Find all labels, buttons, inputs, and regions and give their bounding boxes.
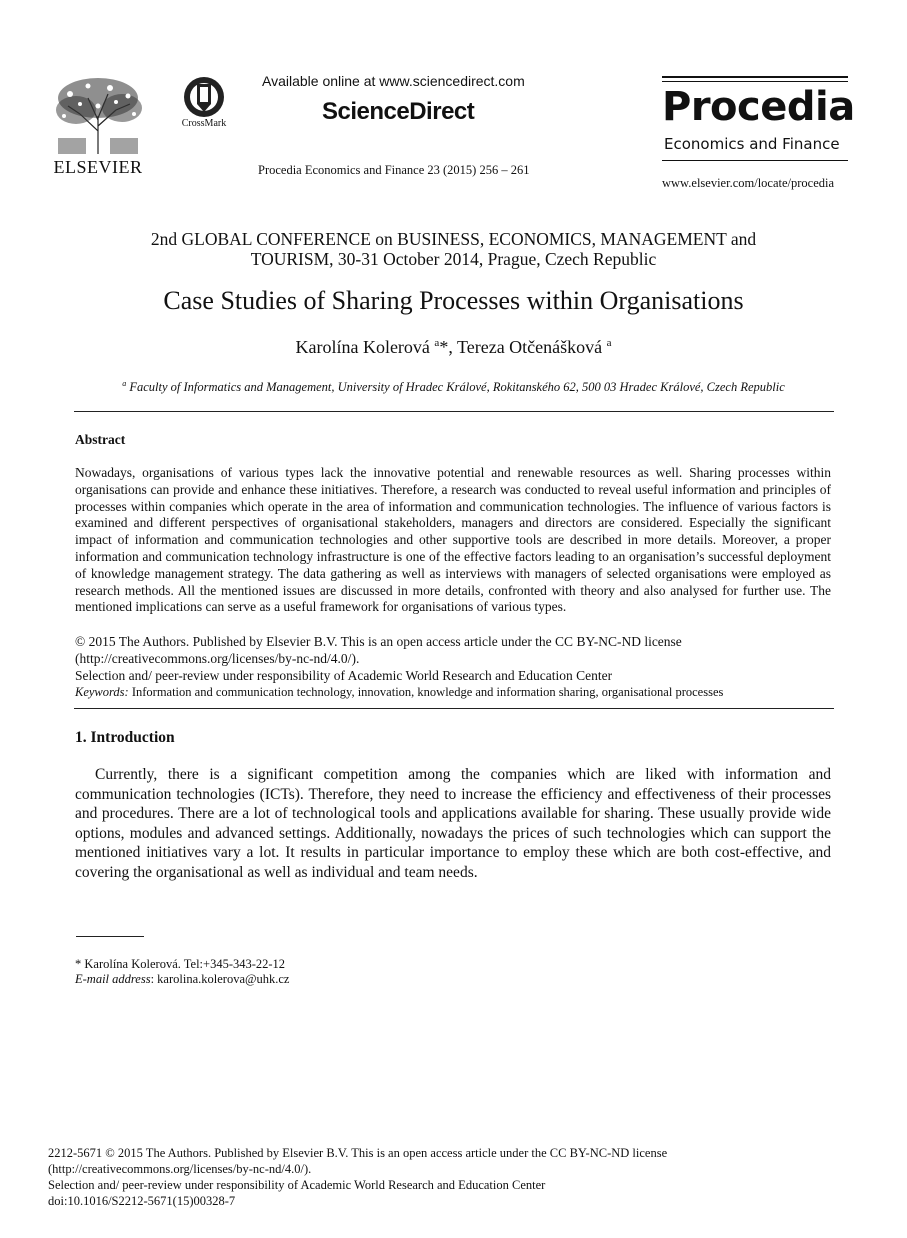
available-online-text: Available online at www.sciencedirect.com [262, 73, 525, 89]
keywords-text: Information and communication technology, innovation, knowledge and information sharing, organisational processes [128, 685, 724, 699]
copyright-notice: © 2015 The Authors. Published by Elsevier B.V. This is an open access article under the CC BY-NC-ND license [75, 634, 682, 649]
procedia-logo-subtitle: Economics and Finance [664, 135, 840, 153]
affiliation [60, 379, 847, 395]
license-link[interactable]: http://creativecommons.org/licenses/by-nc-nd/4.0/ [79, 651, 352, 666]
procedia-rule [662, 81, 848, 82]
introduction-paragraph: Currently, there is a significant competition among the companies which are liked with information and communication technologies (ICTs). Therefore, they need to increase the efficiency and effectiveness of their processes and procedures. There are a lot of technological tools and applications available for sharing. These usually provide wide options, modules and advanced settings. Additionally, nowadays the prices of such technologies which can support the mentioned initiatives vary a lot. It results in particular importance to employ these which are both cost-effective, and covering the organisational as well as individual and team needs. [75, 766, 831, 881]
email-address[interactable]: : karolina.kolerova@uhk.cz [150, 972, 290, 986]
procedia-rule [662, 160, 848, 161]
procedia-url-link[interactable]: www.elsevier.com/locate/procedia [662, 176, 835, 190]
journal-reference: Procedia Economics and Finance 23 (2015) 256 – 261 [258, 163, 530, 177]
abstract-heading: Abstract [75, 432, 126, 447]
footnote-divider [76, 936, 144, 937]
footer-license-link[interactable]: http://creativecommons.org/licenses/by-nc-nd/4.0/ [52, 1162, 304, 1176]
doi[interactable]: doi:10.1016/S2212-5671(15)00328-7 [48, 1194, 236, 1208]
sciencedirect-logo[interactable]: ScienceDirect [322, 98, 475, 125]
issn-copyright: 2212-5671 © 2015 The Authors. Published by Elsevier B.V. This is an open access article under the CC BY-NC-ND license [48, 1146, 668, 1160]
conference-line-2: TOURISM, 30-31 October 2014, Prague, Czech Republic [250, 249, 657, 269]
affiliation-marker: a [434, 337, 440, 349]
crossmark-label: CrossMark [181, 118, 227, 129]
publication-footer [48, 1145, 848, 1209]
section-heading-introduction: 1. Introduction [75, 729, 175, 746]
keywords-label: Keywords: [75, 685, 129, 699]
paren-close: ). [303, 1162, 312, 1176]
procedia-rule [662, 76, 848, 78]
paper-title: Case Studies of Sharing Processes within Organisations [163, 286, 744, 315]
elsevier-wordmark: ELSEVIER [53, 157, 143, 177]
keywords [75, 685, 831, 700]
affiliation-marker: a [606, 337, 612, 349]
abstract-body: Nowadays, organisations of various types lack the innovative potential and renewable resources as well. Sharing processes within organisations can provide and enhance these initiatives. Therefore, a research was conducted to reveal useful information and principles of processes within companies which operate in the area of information and communication technologies. The influence of various factors is examined and different perspectives of organisational stakeholders, managers and directors are considered. Especially the significant impact of information and communication technologies and other supportive tools are described in more details. Moreover, a proper information and communication technology infrastructure is one of the effective factors leading to an organisation’s successful deployment of knowledge management strategy. The data gathering as well as interviews with managers of selected organisations were employed as research methods. All the mentioned issues are discussed in more details, confronted with theory and also analysed for further use. The mentioned implications can serve as a useful framework for organisations of various types. [75, 465, 831, 615]
paren-close: ). [351, 651, 360, 666]
author-list [60, 337, 847, 358]
footnote-corresponding-author: * Karolína Kolerová. Tel:+345-343-22-12 [75, 957, 286, 971]
affiliation-text: Faculty of Informatics and Management, University of Hradec Králové, Rokitanského 62, 500 03 Hradec Králové, Czech Republic [126, 380, 785, 395]
paren-open: ( [48, 1162, 53, 1176]
conference-name [90, 229, 817, 269]
peer-review-notice: Selection and/ peer-review under responsibility of Academic World Research and Education Center [75, 668, 613, 683]
email-label: E-mail address [75, 972, 151, 986]
divider [74, 411, 834, 412]
author-name: *, Tereza Otčenášková [439, 337, 607, 357]
footnote-email [75, 972, 289, 987]
license-link-line [75, 651, 359, 667]
author-name: Karolína Kolerová [295, 337, 435, 357]
footer-peer-review: Selection and/ peer-review under responsibility of Academic World Research and Education Center [48, 1178, 546, 1192]
paren-open: ( [75, 651, 80, 666]
divider [74, 708, 834, 709]
affiliation-marker: a [122, 379, 127, 388]
conference-line-1: 2nd GLOBAL CONFERENCE on BUSINESS, ECONOMICS, MANAGEMENT and [150, 229, 757, 249]
procedia-logo-title: Procedia [662, 84, 855, 130]
footer-license-line [48, 1161, 848, 1177]
